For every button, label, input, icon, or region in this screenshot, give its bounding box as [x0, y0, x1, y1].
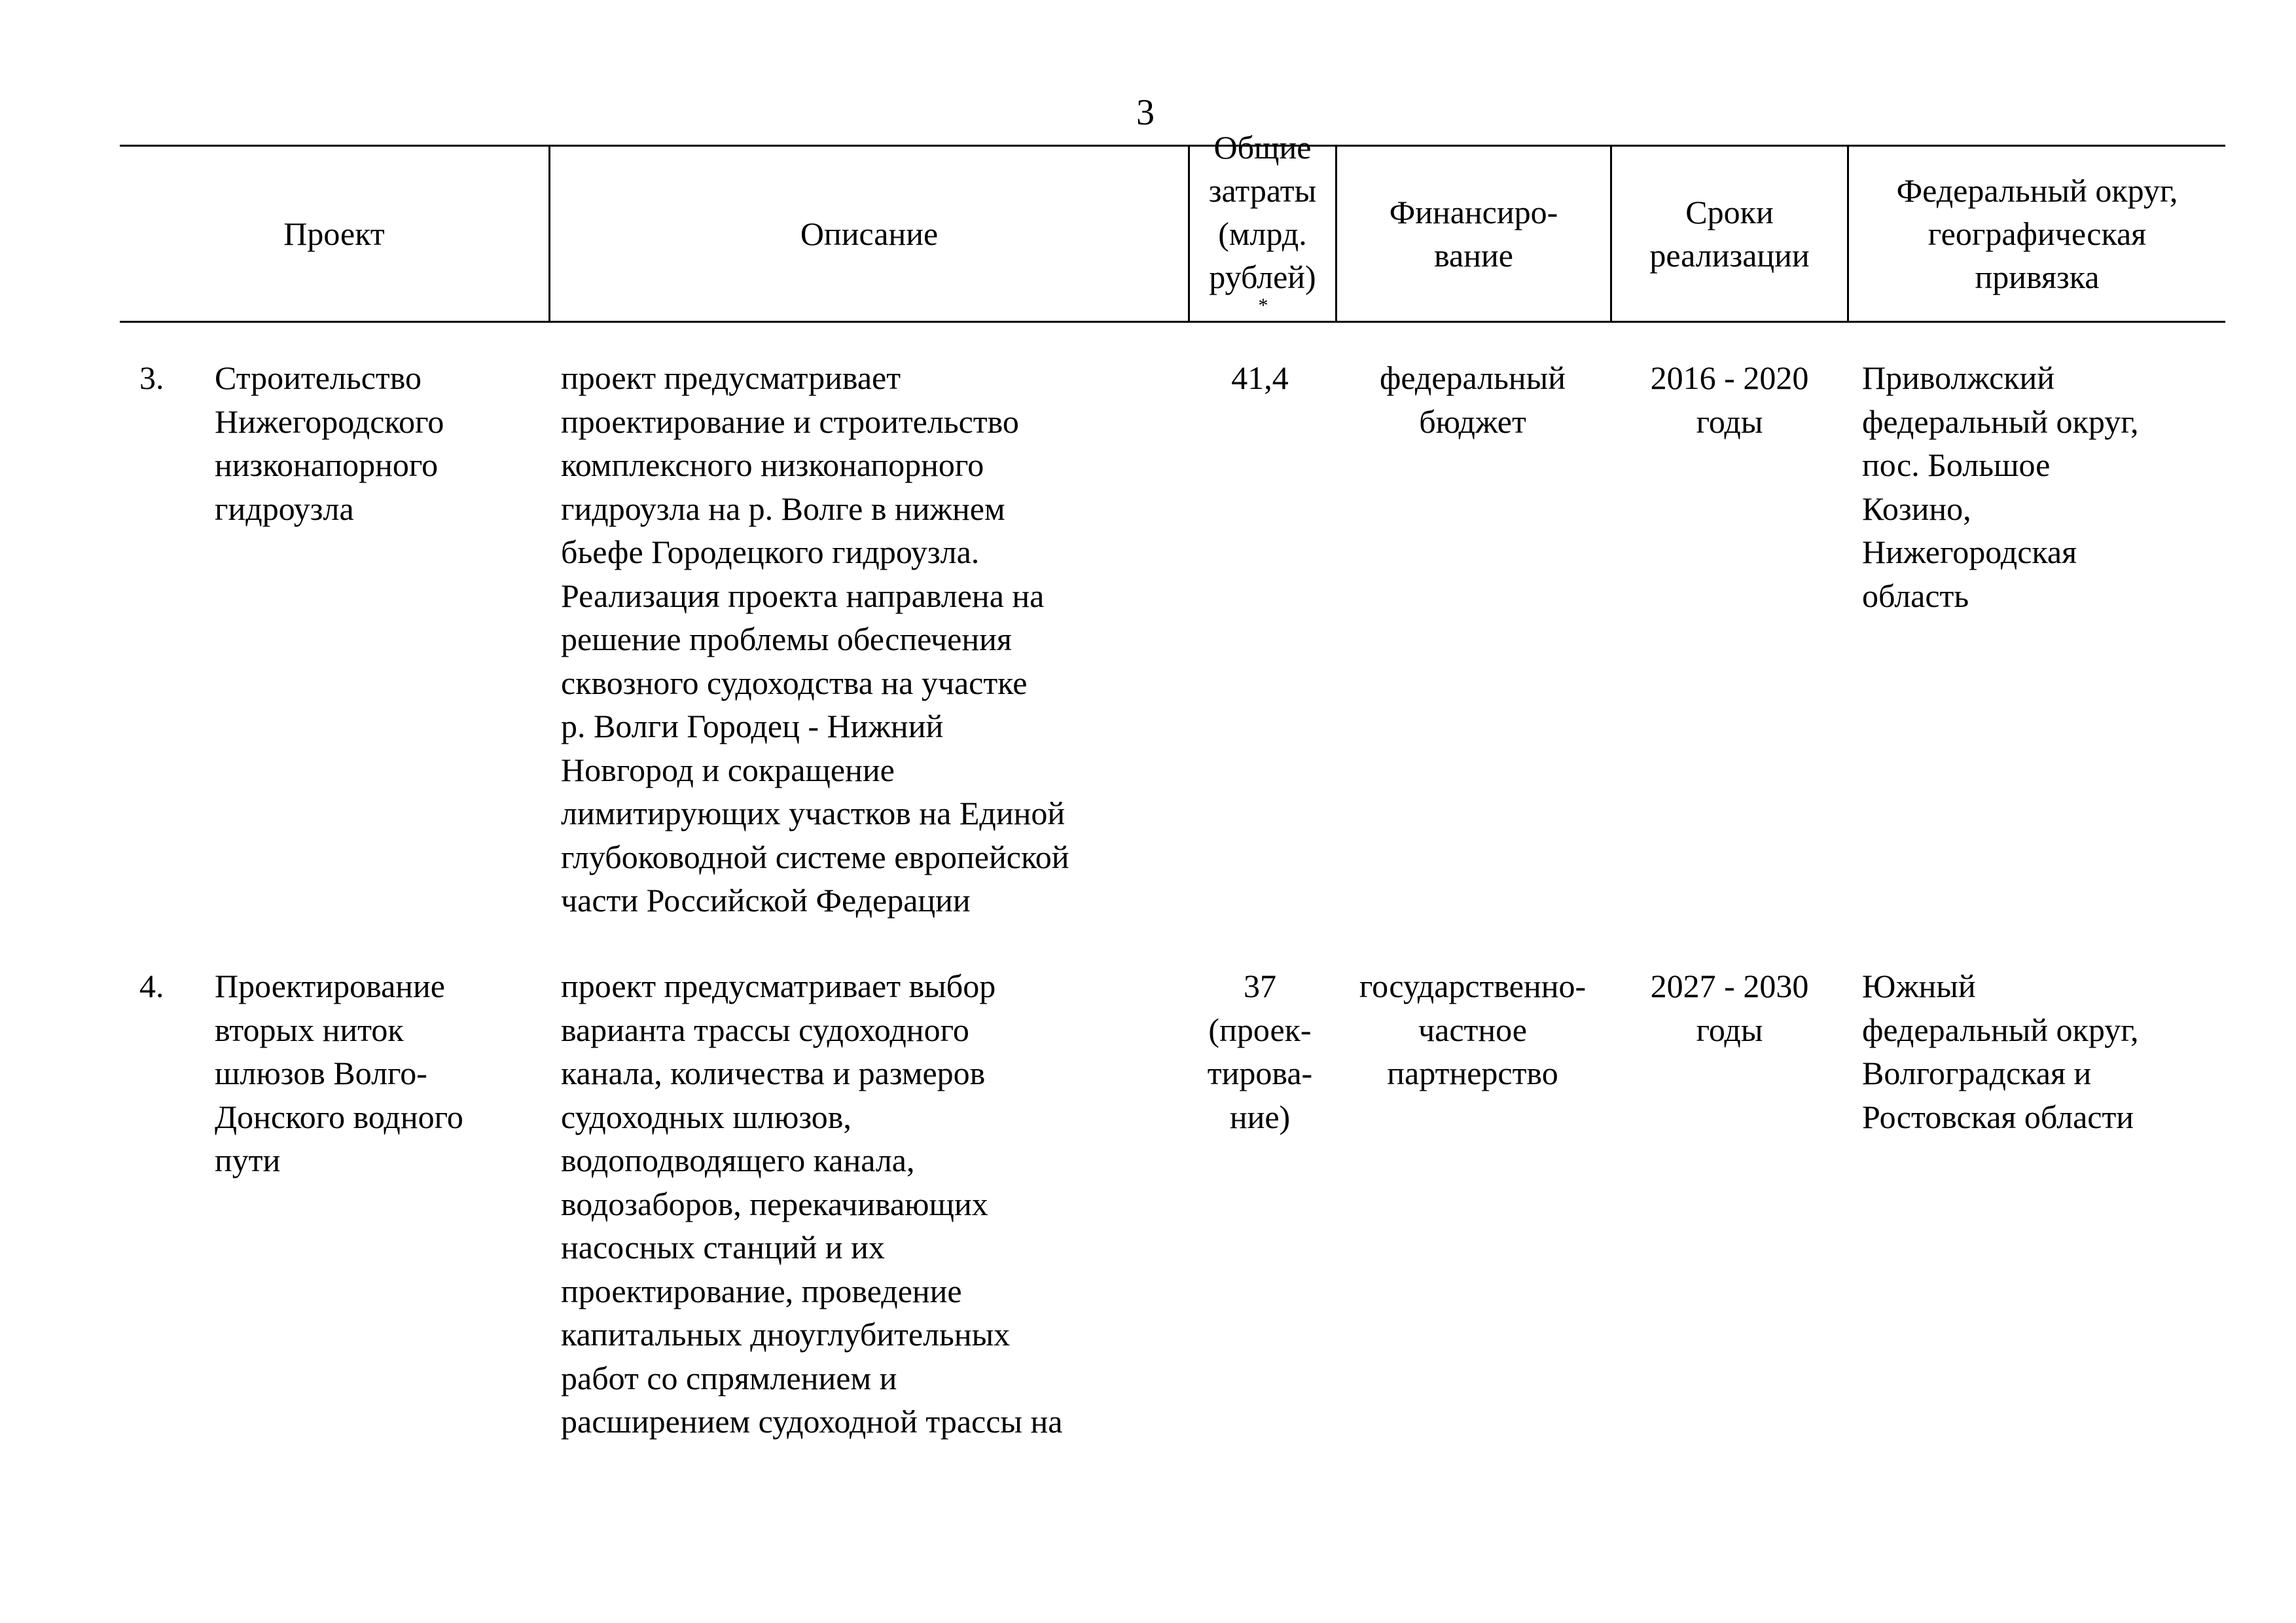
location-line: Козино,: [1862, 490, 1971, 527]
project-name: [215, 356, 542, 530]
description-line: решение проблемы обеспечения: [561, 621, 1012, 657]
description-line: судоходных шлюзов,: [561, 1098, 852, 1135]
header-cost: [1190, 129, 1335, 321]
description-line: проектирование и строительство: [561, 403, 1019, 440]
header-cost-line-last: [1209, 255, 1316, 342]
project-line: гидроузла: [215, 490, 354, 527]
description-line: варианта трассы судоходного: [561, 1011, 969, 1048]
term-line: годы: [1696, 403, 1763, 440]
header-financing: [1337, 146, 1610, 321]
header-location: [1849, 146, 2225, 321]
header-description-label: Описание: [800, 215, 939, 252]
location-line: Ростовская области: [1862, 1098, 2134, 1135]
financing-line: государственно-: [1359, 968, 1587, 1004]
project-line: низконапорного: [215, 447, 439, 483]
project-line: Нижегородского: [215, 403, 444, 440]
project-line: шлюзов Волго-: [215, 1055, 427, 1091]
project-line: Проектирование: [215, 968, 446, 1004]
description-line: бьефе Городецкого гидроузла.: [561, 534, 980, 570]
financing-line: федеральный: [1379, 359, 1566, 396]
description-line: гидроузла на р. Волге в нижнем: [561, 490, 1005, 527]
project-line: Донского водного: [215, 1098, 463, 1135]
description-line: водозаборов, перекачивающих: [561, 1185, 988, 1222]
description-line: Реализация проекта направлена на: [561, 577, 1045, 614]
cost-line: 41,4: [1231, 359, 1289, 396]
cost-line: (проек-: [1208, 1011, 1312, 1048]
header-term-line: Сроки: [1685, 194, 1774, 230]
header-cost-line: (млрд.: [1218, 215, 1307, 252]
description-line: проект предусматривает: [561, 359, 901, 396]
project-financing: [1335, 356, 1610, 443]
project-financing: [1335, 964, 1610, 1095]
header-project: [120, 146, 548, 321]
project-description: [561, 356, 1183, 922]
project-term: [1613, 356, 1846, 443]
location-line: Приволжский: [1862, 359, 2055, 396]
description-line: проектирование, проведение: [561, 1272, 962, 1309]
description-line: Новгород и сокращение: [561, 751, 895, 788]
description-line: комплексного низконапорного: [561, 447, 984, 483]
financing-line: частное: [1418, 1011, 1527, 1048]
location-line: пос. Большое: [1862, 447, 2051, 483]
header-financing-line: Финансиро-: [1389, 194, 1558, 230]
description-line: насосных станций и их: [561, 1229, 885, 1266]
header-project-label: Проект: [283, 215, 385, 252]
description-line: лимитирующих участков на Единой: [561, 795, 1066, 831]
header-cost-line: Общие: [1213, 129, 1312, 166]
location-line: Южный: [1862, 968, 1976, 1004]
term-line: годы: [1696, 1011, 1763, 1048]
term-line: 2027 - 2030: [1650, 968, 1809, 1004]
description-line: капитальных дноуглубительных: [561, 1316, 1011, 1353]
description-line: сквозного судоходства на участке: [561, 664, 1028, 701]
project-cost: [1188, 356, 1332, 400]
project-location: [1862, 356, 2229, 617]
location-line: Нижегородская: [1862, 534, 2077, 570]
description-line: проект предусматривает выбор: [561, 968, 996, 1004]
location-line: федеральный округ,: [1862, 1011, 2139, 1048]
project-term: [1613, 964, 1846, 1051]
header-cost-line: затраты: [1208, 172, 1317, 209]
project-line: вторых ниток: [215, 1011, 404, 1048]
header-description: [550, 146, 1188, 321]
row-number: 3.: [139, 359, 164, 396]
cost-line: ние): [1229, 1098, 1291, 1135]
description-line: водоподводящего канала,: [561, 1142, 915, 1178]
header-cost-line: рублей): [1209, 259, 1316, 295]
project-name: [215, 964, 542, 1182]
project-line: пути: [215, 1142, 281, 1178]
project-cost: [1188, 964, 1332, 1139]
header-term: [1612, 146, 1847, 321]
header-financing-line: вание: [1434, 237, 1513, 274]
page-number: 3: [1136, 92, 1155, 133]
header-location-line: географическая: [1928, 215, 2147, 252]
description-line: р. Волги Городец - Нижний: [561, 708, 944, 744]
description-line: глубоководной системе европейской: [561, 838, 1069, 875]
header-location-line: привязка: [1975, 259, 2100, 295]
location-line: область: [1862, 577, 1969, 614]
financing-line: бюджет: [1419, 403, 1526, 440]
description-line: расширением судоходной трассы на: [561, 1403, 1063, 1440]
header-term-line: реализации: [1649, 237, 1810, 274]
project-location: [1862, 964, 2229, 1139]
header-location-line: Федеральный округ,: [1896, 172, 2178, 209]
location-line: Волгоградская и: [1862, 1055, 2092, 1091]
location-line: федеральный округ,: [1862, 403, 2139, 440]
cost-line: 37: [1244, 968, 1276, 1004]
term-line: 2016 - 2020: [1650, 359, 1809, 396]
description-line: работ со спрямлением и: [561, 1359, 897, 1396]
footnote-mark: *: [1258, 295, 1268, 316]
row-number: 4.: [139, 968, 164, 1004]
cost-line: тирова-: [1207, 1055, 1313, 1091]
project-description: [561, 964, 1183, 1444]
project-line: Строительство: [215, 359, 422, 396]
description-line: части Российской Федерации: [561, 882, 971, 919]
description-line: канала, количества и размеров: [561, 1055, 986, 1091]
financing-line: партнерство: [1387, 1055, 1558, 1091]
